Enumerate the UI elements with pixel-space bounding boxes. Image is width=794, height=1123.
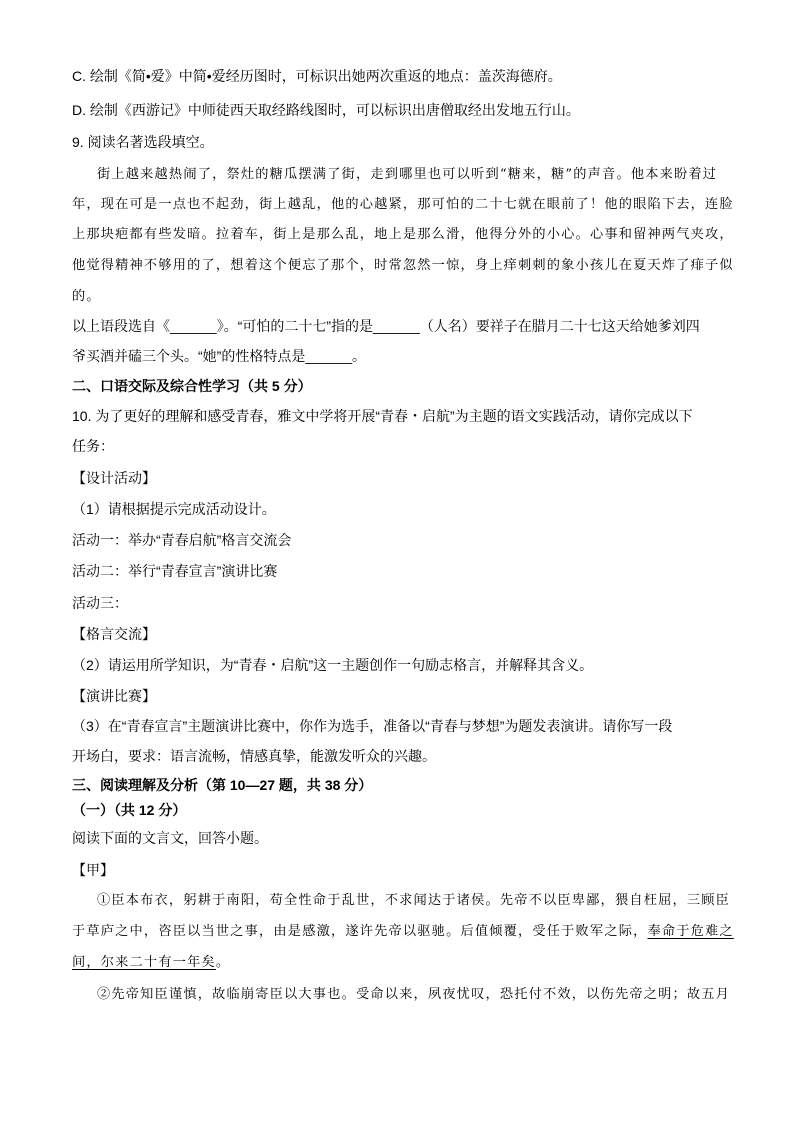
passage-jia-label: 【甲】 — [72, 862, 114, 878]
passage-line: 年，现在可是一点也不起劲，街上越乱，他的心越紧，那可怕的二十七就在眼前了！他的眼陷下去，连脸 — [72, 197, 734, 212]
question-10-stem: 10. 为了更好的理解和感受青春，雅文中学将开展“青春・启航”为主题的语文实践活动，请你完成以下 — [72, 408, 693, 424]
activity-3: 活动三： — [72, 595, 128, 611]
classical-passage-line: ①臣本布衣，躬耕于南阳，苟全性命于乱世，不求闻达于诸侯。先帝不以臣卑鄙，猥自枉屈，三顾臣 — [97, 893, 731, 908]
passage-line: 的。 — [72, 289, 101, 304]
motto-task: （2）请运用所学知识，为“青春・启航”这一主题创作一句励志格言，并解释其含义。 — [72, 657, 594, 673]
passage-line: 上那块疤都有些发暗。拉着车，街上是那么乱，地上是那么滑，他得分外的小心。心事和留神两气夹攻， — [72, 227, 734, 242]
section-3-heading: 三、阅读理解及分析（第 10—27 题，共 38 分） — [72, 777, 373, 793]
motto-heading: 【格言交流】 — [72, 626, 156, 642]
design-task: （1）请根据提示完成活动设计。 — [72, 501, 276, 517]
activity-1: 活动一：举办“青春启航”格言交流会 — [72, 532, 292, 548]
speech-heading: 【演讲比赛】 — [72, 688, 156, 704]
passage-line: 街上越来越热闹了，祭灶的糖瓜摆满了街，走到哪里也可以听到“糖来，糖”的声音。他本来盼着过 — [97, 167, 718, 182]
part-1-heading: （一）（共 12 分） — [72, 802, 187, 818]
option-d: D. 绘制《西游记》中师徒西天取经路线图时，可以标识出唐僧取经出发地五行山。 — [72, 102, 580, 118]
option-c: C. 绘制《简•爱》中简•爱经历图时，可标识出她两次重返的地点：盖茨海德府。 — [72, 68, 562, 84]
underlined-sentence: 间，尔来二十有一年矣 — [72, 955, 216, 970]
activity-2: 活动二：举行“青春宣言”演讲比赛 — [72, 563, 278, 579]
underlined-sentence: 奉命于危难之 — [647, 924, 734, 939]
classical-passage-line — [72, 922, 734, 942]
design-activity-heading: 【设计活动】 — [72, 470, 156, 486]
classical-passage-line — [72, 953, 230, 973]
section-2-heading: 二、口语交际及综合性学习（共 5 分） — [72, 378, 312, 394]
speech-task: （3）在“青春宣言”主题演讲比赛中，你作为选手，准备以“青春与梦想”为题发表演讲。请你写一段 — [72, 718, 673, 734]
classical-text: 。 — [215, 955, 231, 970]
fill-blank-line: 以上语段选自《______》。“可怕的二十七”指的是______（人名）要祥子在腊月二十七这天给她爹刘四 — [72, 318, 700, 334]
question-9-stem: 9. 阅读名著选段填空。 — [72, 134, 214, 150]
passage-line: 他觉得精神不够用的了，想着这个便忘了那个，时常忽然一惊，身上痒刺刺的象小孩儿在夏天炸了痱子似 — [72, 258, 734, 273]
fill-blank-line: 爷买酒并磕三个头。“她”的性格特点是______。 — [72, 348, 367, 364]
reading-instruction: 阅读下面的文言文，回答小题。 — [72, 830, 268, 846]
speech-task-cont: 开场白，要求：语言流畅，情感真挚，能激发听众的兴趣。 — [72, 748, 436, 764]
classical-text: 于草庐之中，咨臣以当世之事，由是感激，遂许先帝以驱驰。后值倾覆，受任于败军之际， — [72, 924, 648, 939]
classical-passage-line: ②先帝知臣谨慎，故临崩寄臣以大事也。受命以来，夙夜忧叹，恐托付不效，以伤先帝之明；故五月 — [97, 987, 731, 1002]
question-10-stem-cont: 任务： — [72, 438, 114, 454]
